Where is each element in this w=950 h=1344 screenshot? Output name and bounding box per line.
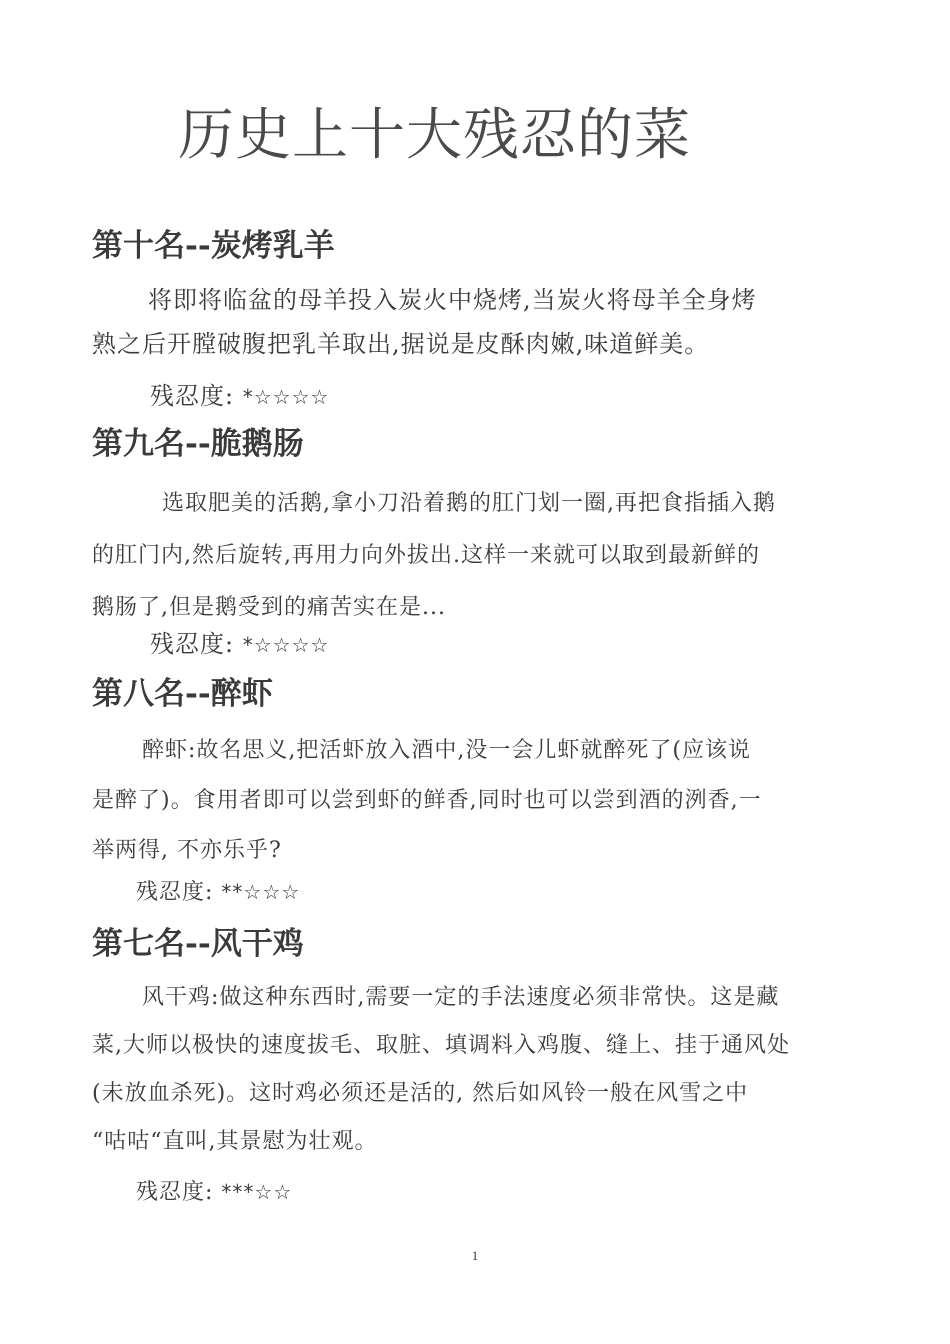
rating-stars: *☆☆☆☆ xyxy=(242,633,330,657)
body-line: 菜,大师以极快的速度拔毛、取脏、填调料入鸡腹、缝上、挂于通风处 xyxy=(92,1033,790,1058)
section-heading-8: 第八名--醉虾 xyxy=(92,676,273,712)
body-line: 选取肥美的活鹅,拿小刀沿着鹅的肛门划一圈,再把食指插入鹅 xyxy=(162,491,776,516)
rating-label: 残忍度: xyxy=(150,630,235,658)
body-line: 是醉了)。食用者即可以尝到虾的鲜香,同时也可以尝到酒的洌香,一 xyxy=(92,788,762,813)
section-heading-10: 第十名--炭烤乳羊 xyxy=(92,228,335,264)
cruelty-rating-10 xyxy=(150,380,329,413)
section-heading-7: 第七名--风干鸡 xyxy=(92,926,304,962)
body-line: 举两得, 不亦乐乎? xyxy=(92,838,282,863)
body-line: 风干鸡:做这种东西时,需要一定的手法速度必须非常快。这是藏 xyxy=(142,985,780,1010)
section-heading-9: 第九名--脆鹅肠 xyxy=(92,426,304,462)
rating-stars: ***☆☆ xyxy=(221,1180,293,1204)
rating-label: 残忍度: xyxy=(136,880,214,905)
rating-stars: **☆☆☆ xyxy=(221,880,301,904)
body-line: 将即将临盆的母羊投入炭火中烧烤,当炭火将母羊全身烤 xyxy=(148,286,757,314)
rating-stars: *☆☆☆☆ xyxy=(242,385,330,409)
body-line: “咕咕“直叫,其景慰为壮观。 xyxy=(92,1129,378,1154)
section-body-7 xyxy=(92,974,860,1166)
body-line: 的肛门内,然后旋转,再用力向外拔出.这样一来就可以取到最新鲜的 xyxy=(92,543,760,568)
body-line: 鹅肠了,但是鹅受到的痛苦实在是... xyxy=(92,595,446,620)
body-line: (未放血杀死)。这时鸡必须还是活的, 然后如风铃一般在风雪之中 xyxy=(92,1081,749,1106)
document-title: 历史上十大残忍的菜 xyxy=(178,103,691,168)
rating-label: 残忍度: xyxy=(136,1180,214,1205)
cruelty-rating-8 xyxy=(136,876,300,909)
cruelty-rating-9 xyxy=(150,628,329,661)
rating-label: 残忍度: xyxy=(150,382,235,410)
section-body-8 xyxy=(92,726,860,876)
section-body-9 xyxy=(92,478,860,634)
body-line: 醉虾:故名思义,把活虾放入酒中,没一会儿虾就醉死了(应该说 xyxy=(142,738,751,763)
body-line: 熟之后开膛破腹把乳羊取出,据说是皮酥肉嫩,味道鲜美。 xyxy=(92,330,710,358)
page-number: 1 xyxy=(471,1248,479,1263)
cruelty-rating-7 xyxy=(136,1176,292,1209)
section-body-10 xyxy=(92,278,860,366)
